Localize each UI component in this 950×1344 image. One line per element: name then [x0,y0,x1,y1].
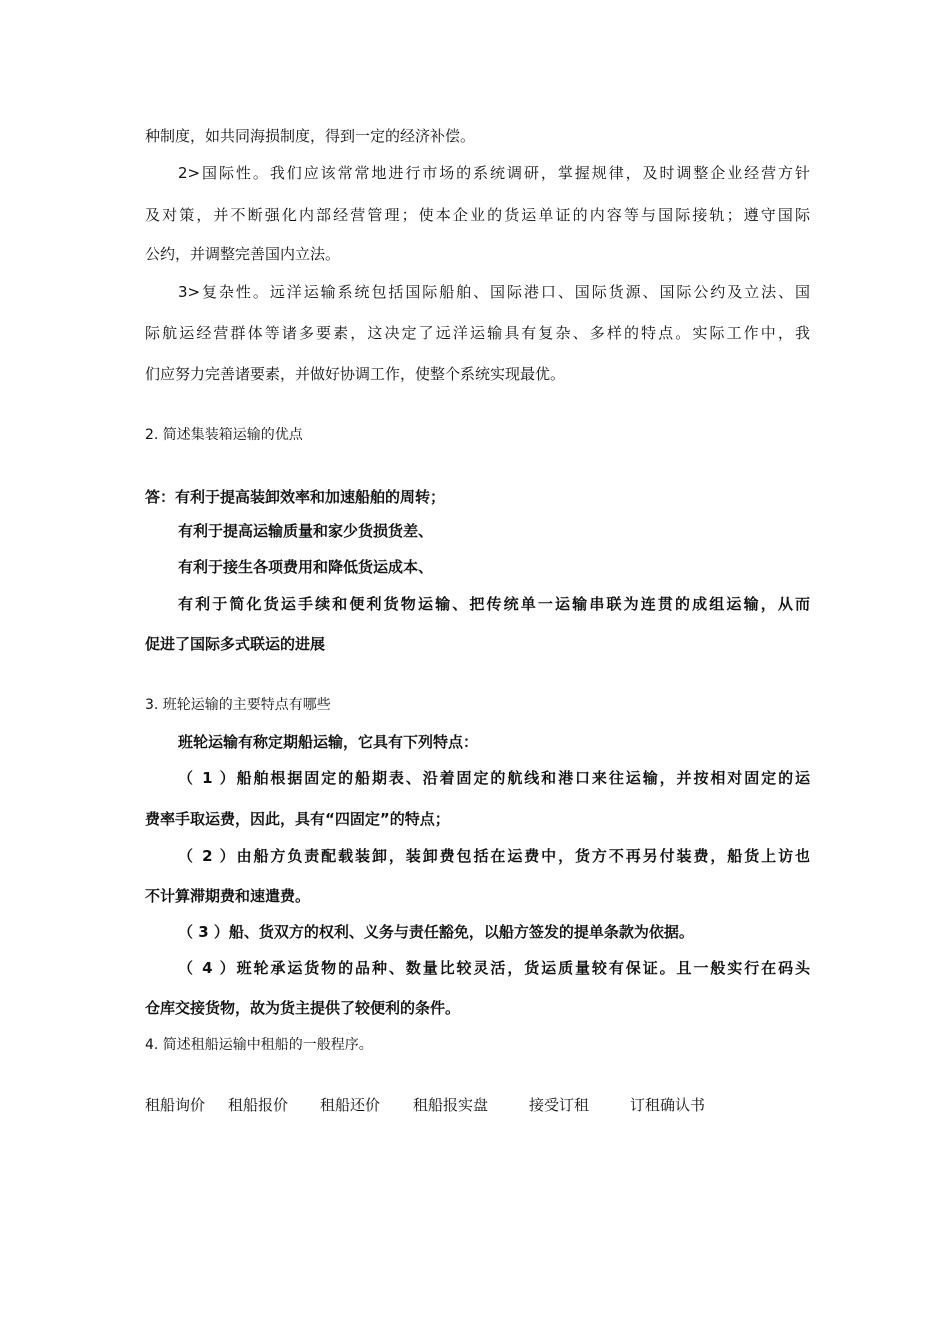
answer-line: 仓库交接货物，故为货主提供了较便利的条件。 [145,999,461,1017]
paragraph-line: 2>国际性。我们应该常常地进行市场的系统调研，掌握规律，及时调整企业经营方针 [178,164,810,182]
answer-line: 费率手取运费，因此，具有“四固定”的特点； [145,810,450,828]
answer-line: （ 1 ）船舶根据固定的船期表、沿着固定的航线和港口来往运输，并按相对固定的运 [178,769,810,787]
step-item: 租船询价 [145,1096,206,1114]
answer-line: （ 2 ）由船方负责配载装卸，装卸费包括在运费中，货方不再另付装费，船货上访也 [178,847,810,865]
step-item: 接受订租 [529,1096,590,1114]
answer-line: 有利于简化货运手续和便利货物运输、把传统单一运输串联为连贯的成组运输，从而 [178,595,810,613]
answer-line: 有利于提高运输质量和家少货损货差、 [178,522,434,540]
paragraph-line: 公约，并调整完善国内立法。 [145,245,341,263]
answer-line: 有利于接生各项费用和降低货运成本、 [178,558,434,576]
step-item: 租船报实盘 [413,1096,489,1114]
answer-line: （ 4 ）班轮承运货物的品种、数量比较灵活，货运质量较有保证。且一般实行在码头 [178,959,810,977]
paragraph-line: 们应努力完善诸要素，并做好协调工作，使整个系统实现最优。 [145,365,566,383]
answer-line: 促进了国际多式联运的进展 [145,635,326,653]
step-item: 租船报价 [228,1096,289,1114]
answer-line: 答：有利于提高装卸效率和加速船舶的周转； [145,488,446,506]
paragraph-line: 3>复杂性。远洋运输系统包括国际船舶、国际港口、国际货源、国际公约及立法、国 [178,283,810,301]
paragraph-line: 及对策，并不断强化内部经营管理；使本企业的货运单证的内容等与国际接轨；遵守国际 [145,206,810,224]
question-heading: 2. 简述集装箱运输的优点 [145,427,303,443]
answer-line: 不计算滞期费和速遣费。 [145,887,311,905]
paragraph-line: 种制度，如共同海损制度，得到一定的经济补偿。 [145,127,476,145]
question-heading: 3. 班轮运输的主要特点有哪些 [145,697,331,713]
paragraph-line: 际航运经营群体等诸多要素，这决定了远洋运输具有复杂、多样的特点。实际工作中，我 [145,324,810,342]
answer-line: （ 3 ）船、货双方的权利、义务与责任豁免，以船方签发的提单条款为依据。 [178,923,694,941]
step-item: 租船还价 [320,1096,381,1114]
step-item: 订租确认书 [630,1096,706,1114]
answer-line: 班轮运输有称定期船运输，它具有下列特点： [178,733,479,751]
question-heading: 4. 简述租船运输中租船的一般程序。 [145,1037,373,1053]
